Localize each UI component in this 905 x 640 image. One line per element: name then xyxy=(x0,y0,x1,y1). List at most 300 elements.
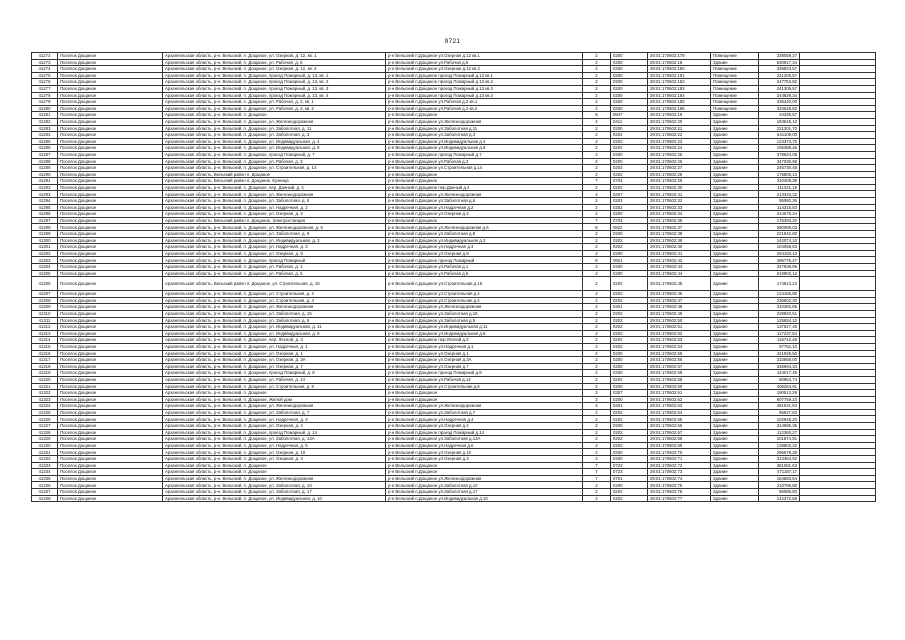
settlement-name-cell: Поселок Дощаное xyxy=(58,297,163,304)
settlement-name-cell: Поселок Дощаное xyxy=(58,264,163,271)
object-type-cell: Здание xyxy=(711,291,759,298)
table-row xyxy=(32,363,876,370)
cadastral-number-cell: 29:01:170602:53 xyxy=(648,337,711,344)
full-address-cell: Архангельская область, р-н. Вельский, п. Дощаное, ул. Индивидуальная, д. 3 xyxy=(163,237,386,244)
use-code-cell: 0200 xyxy=(611,396,648,403)
row-number-cell: 41328 xyxy=(32,429,58,436)
empty-cell xyxy=(800,79,876,86)
short-address-cell: р-н Вельский п.Дощаное ул.Заболотная д.13А xyxy=(386,436,583,443)
empty-cell xyxy=(800,72,876,79)
group-code-cell: 2 xyxy=(583,363,611,370)
empty-cell xyxy=(800,244,876,251)
full-address-cell: Архангельская область, р-н. Вельский, п. Дощаное, ул. Заболотная, д. 13А xyxy=(163,436,386,443)
object-type-cell: Здание xyxy=(711,244,759,251)
empty-cell xyxy=(800,291,876,298)
cadastral-number-cell: 29:01:170602:60 xyxy=(648,383,711,390)
table-row xyxy=(32,132,876,139)
empty-cell xyxy=(800,482,876,489)
cadastral-number-cell: 29:01:170602:20 xyxy=(648,118,711,125)
object-type-cell: Помещение xyxy=(711,99,759,106)
object-type-cell: Здание xyxy=(711,125,759,132)
empty-cell xyxy=(800,125,876,132)
table-row xyxy=(32,257,876,264)
table-row xyxy=(32,66,876,73)
cadastral-value-cell: 296678,39 xyxy=(759,449,800,456)
group-code-cell: 2 xyxy=(583,66,611,73)
row-number-cell: 41298 xyxy=(32,224,58,231)
full-address-cell: Архангельская область, р-н. Вельский, п. Дощаное, ул. Заболотная, д. 10 xyxy=(163,482,386,489)
registry-body xyxy=(32,53,876,502)
table-row xyxy=(32,191,876,198)
table-row xyxy=(32,350,876,357)
cadastral-value-cell: 335440,00 xyxy=(759,99,800,106)
object-type-cell: Здание xyxy=(711,297,759,304)
full-address-cell: Архангельская область, р-н. Вельский, п. Дощаное, ул. Озерная, д. 2 xyxy=(163,211,386,218)
settlement-name-cell: Поселок Дощаное xyxy=(58,257,163,264)
short-address-cell: р-н Вельский п.Дощаное ул.Железнодорожная д.6 xyxy=(386,224,583,231)
table-row xyxy=(32,112,876,119)
use-code-cell: 0704 xyxy=(611,178,648,185)
table-row xyxy=(32,442,876,449)
settlement-name-cell: Поселок Дощаное xyxy=(58,191,163,198)
cadastral-value-cell: 112360,27 xyxy=(759,429,800,436)
full-address-cell: Архангельская область, Вельский район п. Дощаное, Электростанция xyxy=(163,217,386,224)
short-address-cell: р-н Вельский п.Дощаное проезд Пожарный д.13 кв.4 xyxy=(386,92,583,99)
short-address-cell: р-н Вельский п.Дощаное проезд Пожарный xyxy=(386,257,583,264)
full-address-cell: Архангельская область, р-н. Вельский, п. Дощаное xyxy=(163,462,386,469)
short-address-cell: р-н Вельский п.Дощаное ул.Рабочая д.1 xyxy=(386,264,583,271)
empty-cell xyxy=(800,171,876,178)
settlement-name-cell: Поселок Дощаное xyxy=(58,99,163,106)
full-address-cell: Архангельская область, Вельский район п. Дощаное xyxy=(163,171,386,178)
group-code-cell: 2 xyxy=(583,442,611,449)
short-address-cell: р-н Вельский п.Дощаное проезд Пожарный д.14 xyxy=(386,429,583,436)
empty-cell xyxy=(800,250,876,257)
object-type-cell: Здание xyxy=(711,112,759,119)
settlement-name-cell: Поселок Дощаное xyxy=(58,357,163,364)
full-address-cell: Архангельская область, р-н. Вельский, п. Дощаное, ул. Озерная, д. 12, кв. 1 xyxy=(163,53,386,60)
cadastral-number-cell: 29:01:170602:39 xyxy=(648,237,711,244)
row-number-cell: 41332 xyxy=(32,456,58,463)
row-number-cell: 41272 xyxy=(32,53,58,60)
settlement-name-cell: Поселок Дощаное xyxy=(58,456,163,463)
group-code-cell: 4 xyxy=(583,403,611,410)
cadastral-value-cell: 339823,57 xyxy=(759,66,800,73)
empty-cell xyxy=(800,145,876,152)
cadastral-number-cell: 29:01:170602:44 xyxy=(648,270,711,277)
row-number-cell: 41330 xyxy=(32,442,58,449)
group-code-cell: 2 xyxy=(583,357,611,364)
short-address-cell: р-н Вельский п.Дощаное ул.Озерная д.1 xyxy=(386,350,583,357)
row-number-cell: 41289 xyxy=(32,165,58,172)
settlement-name-cell: Поселок Дощаное xyxy=(58,423,163,430)
short-address-cell: р-н Вельский п.Дощаное ул.Строительная д.4 xyxy=(386,297,583,304)
use-code-cell: 0202 xyxy=(611,138,648,145)
full-address-cell: Архангельская область, р-н. Вельский, п. Дощаное, ул. Рабочая, д. 6 xyxy=(163,270,386,277)
settlement-name-cell: Поселок Дощаное xyxy=(58,151,163,158)
use-code-cell: 0202 xyxy=(611,489,648,496)
cadastral-value-cell: 396775,47 xyxy=(759,257,800,264)
full-address-cell: Архангельская область, р-н. Вельский, п. Дощаное, ул. Строительная, д. 14 xyxy=(163,165,386,172)
full-address-cell: Архангельская область, р-н. Вельский, п. Дощаное, проезд Пожарный, д. 13, кв. 2 xyxy=(163,79,386,86)
cadastral-number-cell: 29:01:170602:183 xyxy=(648,85,711,92)
cadastral-value-cell: 630917,34 xyxy=(759,59,800,66)
settlement-name-cell: Поселок Дощаное xyxy=(58,171,163,178)
cadastral-value-cell: 114017,45 xyxy=(759,370,800,377)
empty-cell xyxy=(800,370,876,377)
group-code-cell: 2 xyxy=(583,270,611,277)
cadastral-value-cell: 619903,12 xyxy=(759,270,800,277)
cadastral-number-cell: 29:01:170602:29 xyxy=(648,178,711,185)
table-row xyxy=(32,304,876,311)
full-address-cell: Архангельская область, р-н. Вельский, п. Дощаное, ул. Надречная, д. 6 xyxy=(163,442,386,449)
row-number-cell: 41311 xyxy=(32,317,58,324)
cadastral-value-cell: 607759,23 xyxy=(759,396,800,403)
cadastral-value-cell: 117237,54 xyxy=(759,330,800,337)
table-row xyxy=(32,462,876,469)
group-code-cell: 2 xyxy=(583,184,611,191)
cadastral-number-cell: 29:01:170602:57 xyxy=(648,363,711,370)
object-type-cell: Помещение xyxy=(711,79,759,86)
cadastral-number-cell: 29:01:170602:40 xyxy=(648,244,711,251)
table-row xyxy=(32,482,876,489)
cadastral-value-cell: 236602,30 xyxy=(759,297,800,304)
cadastral-number-cell: 29:01:170602:18 xyxy=(648,59,711,66)
row-number-cell: 41305 xyxy=(32,270,58,277)
object-type-cell: Здание xyxy=(711,59,759,66)
table-row xyxy=(32,198,876,205)
cadastral-value-cell: 123374,75 xyxy=(759,138,800,145)
object-type-cell: Здание xyxy=(711,250,759,257)
settlement-name-cell: Поселок Дощаное xyxy=(58,343,163,350)
short-address-cell: р-н Вельский п.Дощаное ул.Железнодорожная xyxy=(386,191,583,198)
row-number-cell: 41308 xyxy=(32,297,58,304)
table-row xyxy=(32,53,876,60)
settlement-name-cell: Поселок Дощаное xyxy=(58,475,163,482)
object-type-cell: Здание xyxy=(711,416,759,423)
object-type-cell: Здание xyxy=(711,469,759,476)
group-code-cell: 2 xyxy=(583,350,611,357)
empty-cell xyxy=(800,330,876,337)
empty-cell xyxy=(800,184,876,191)
use-code-cell: 0200 xyxy=(611,53,648,60)
table-row xyxy=(32,217,876,224)
short-address-cell: р-н Вельский п.Дощаное ул.Заболотная д.3 xyxy=(386,132,583,139)
object-type-cell: Здание xyxy=(711,145,759,152)
settlement-name-cell: Поселок Дощаное xyxy=(58,125,163,132)
short-address-cell: р-н Вельский п.Дощаное ул.Озерная д.9 xyxy=(386,250,583,257)
cadastral-number-cell: 29:01:170602:59 xyxy=(648,376,711,383)
short-address-cell: р-н Вельский п.Дощаное ул.Индивидуальная д.8 xyxy=(386,145,583,152)
group-code-cell: 2 xyxy=(583,244,611,251)
object-type-cell: Здание xyxy=(711,482,759,489)
full-address-cell: Архангельская область, р-н. Вельский, п. Дощаное, ул. Озерная, д. 9 xyxy=(163,250,386,257)
use-code-cell: 0200 xyxy=(611,66,648,73)
short-address-cell: р-н Вельский п.Дощаное ул.Железнодорожная xyxy=(386,403,583,410)
table-row xyxy=(32,310,876,317)
use-code-cell: 0200 xyxy=(611,370,648,377)
object-type-cell: Здание xyxy=(711,211,759,218)
cadastral-number-cell: 29:01:170602:48 xyxy=(648,304,711,311)
short-address-cell: р-н Вельский п.Дощаное ул.Заболотная д.11 xyxy=(386,125,583,132)
cadastral-value-cell: 80864,74 xyxy=(759,376,800,383)
full-address-cell: Архангельская область, р-н. Вельский, п. Дощаное, ул. Озерная, д. 1 xyxy=(163,350,386,357)
row-number-cell: 41338 xyxy=(32,495,58,502)
cadastral-number-cell: 29:01:170602:64 xyxy=(648,409,711,416)
cadastral-value-cell: 139802,22 xyxy=(759,442,800,449)
full-address-cell: Архангельская область, р-н. Вельский, п. Дощаное, ул. Рабочая, д. 5 xyxy=(163,59,386,66)
use-code-cell: 0200 xyxy=(611,211,648,218)
cadastral-value-cell: 229820,51 xyxy=(759,310,800,317)
settlement-name-cell: Поселок Дощаное xyxy=(58,324,163,331)
use-code-cell: 0202 xyxy=(611,324,648,331)
short-address-cell: р-н Вельский п.Дощаное ул.Озерная д.2 xyxy=(386,211,583,218)
row-number-cell: 41273 xyxy=(32,59,58,66)
table-row xyxy=(32,105,876,112)
short-address-cell: р-н Вельский п.Дощаное ул.Строительная д.14 xyxy=(386,165,583,172)
cadastral-number-cell: 29:01:170602:41 xyxy=(648,250,711,257)
group-code-cell: 7 xyxy=(583,462,611,469)
cadastral-value-cell: 406264,91 xyxy=(759,383,800,390)
object-type-cell: Помещение xyxy=(711,105,759,112)
table-row xyxy=(32,92,876,99)
cadastral-value-cell: 104068,83 xyxy=(759,244,800,251)
short-address-cell: р-н Вельский п.Дощаное ул.Озерная д.7 xyxy=(386,363,583,370)
object-type-cell: Здание xyxy=(711,429,759,436)
cadastral-number-cell: 29:01:170602:66 xyxy=(648,423,711,430)
group-code-cell: 2 xyxy=(583,297,611,304)
table-row xyxy=(32,324,876,331)
short-address-cell: р-н Вельский п.Дощаное ул.Заболотная д.10 xyxy=(386,482,583,489)
cadastral-number-cell: 29:01:170602:21 xyxy=(648,125,711,132)
cadastral-number-cell: 29:01:170602:76 xyxy=(648,489,711,496)
full-address-cell: Архангельская область, р-н. Вельский, п. Дощаное, ул. Железнодорожная xyxy=(163,475,386,482)
object-type-cell: Здание xyxy=(711,198,759,205)
row-number-cell: 41326 xyxy=(32,416,58,423)
group-code-cell: 7 xyxy=(583,475,611,482)
full-address-cell: Архангельская область, р-н. Вельский, п. Дощаное, ул. Строительная, д. 8 xyxy=(163,383,386,390)
table-row xyxy=(32,337,876,344)
empty-cell xyxy=(800,383,876,390)
cadastral-number-cell: 29:01:170602:45 xyxy=(648,277,711,291)
row-number-cell: 41297 xyxy=(32,217,58,224)
row-number-cell: 41280 xyxy=(32,105,58,112)
use-code-cell: 0200 xyxy=(611,449,648,456)
table-row xyxy=(32,277,876,291)
cadastral-value-cell: 421925,50 xyxy=(759,350,800,357)
full-address-cell: Архангельская область, р-н. Вельский, п. Дощаное, ул. Железнодорожная xyxy=(163,118,386,125)
settlement-name-cell: Поселок Дощаное xyxy=(58,85,163,92)
cadastral-number-cell: 29:01:170602:46 xyxy=(648,291,711,298)
row-number-cell: 41292 xyxy=(32,184,58,191)
short-address-cell: р-н Вельский п.Дощаное ул.Заболотная д.17 xyxy=(386,489,583,496)
settlement-name-cell: Поселок Дощаное xyxy=(58,231,163,238)
row-number-cell: 41307 xyxy=(32,291,58,298)
short-address-cell: р-н Вельский п.Дощаное проезд Пожарный д.7 xyxy=(386,151,583,158)
full-address-cell: Архангельская область, р-н. Вельский, п. Дощаное, ул. Озерная, д. 7 xyxy=(163,363,386,370)
full-address-cell: Архангельская область, р-н. Вельский, п. Дощаное, ул. Индивидуальная, д. 4 xyxy=(163,138,386,145)
group-code-cell: 2 xyxy=(583,383,611,390)
row-number-cell: 41304 xyxy=(32,264,58,271)
full-address-cell: Архангельская область, р-н. Вельский, п. Дощаное, ул. Индивидуальная, д. 10 xyxy=(163,495,386,502)
cadastral-number-cell: 29:01:170602:63 xyxy=(648,403,711,410)
object-type-cell: Здание xyxy=(711,224,759,231)
full-address-cell: Архангельская область, р-н. Вельский, п. Дощаное, проезд Пожарный, д. 7 xyxy=(163,151,386,158)
object-type-cell: Здание xyxy=(711,171,759,178)
use-code-cell: 0200 xyxy=(611,99,648,106)
object-type-cell: Здание xyxy=(711,257,759,264)
short-address-cell: р-н Вельский п.Дощаное ул.Железнодорожная xyxy=(386,304,583,311)
cadastral-value-cell: 244829,34 xyxy=(759,92,800,99)
object-type-cell: Помещение xyxy=(711,92,759,99)
object-type-cell: Здание xyxy=(711,337,759,344)
group-code-cell: 8 xyxy=(583,224,611,231)
row-number-cell: 41315 xyxy=(32,343,58,350)
use-code-cell: 0202 xyxy=(611,184,648,191)
use-code-cell: 0200 xyxy=(611,72,648,79)
full-address-cell: Архангельская область, р-н. Вельский, п. Дощаное, проезд Пожарный, д. 13, кв. 4 xyxy=(163,92,386,99)
cadastral-number-cell: 29:01:170602:23 xyxy=(648,138,711,145)
use-code-cell: 0200 xyxy=(611,250,648,257)
cadastral-value-cell: 34335,57 xyxy=(759,112,800,119)
settlement-name-cell: Поселок Дощаное xyxy=(58,403,163,410)
cadastral-number-cell: 29:01:170602:50 xyxy=(648,317,711,324)
full-address-cell: Архангельская область, р-н. Вельский, п. Дощаное, пер. Данный, д. 4 xyxy=(163,184,386,191)
cadastral-number-cell: 29:01:170602:51 xyxy=(648,324,711,331)
row-number-cell: 41288 xyxy=(32,158,58,165)
empty-cell xyxy=(800,85,876,92)
use-code-cell: 0407 xyxy=(611,191,648,198)
empty-cell xyxy=(800,270,876,277)
object-type-cell: Здание xyxy=(711,350,759,357)
short-address-cell: р-н Вельский п.Дощаное ул.Озерная д.10 xyxy=(386,449,583,456)
table-row xyxy=(32,184,876,191)
cadastral-number-cell: 29:01:170602:75 xyxy=(648,482,711,489)
use-code-cell: 0847 xyxy=(611,112,648,119)
group-code-cell: 2 xyxy=(583,482,611,489)
settlement-name-cell: Поселок Дощаное xyxy=(58,436,163,443)
cadastral-value-cell: 347939,96 xyxy=(759,264,800,271)
use-code-cell: 0202 xyxy=(611,132,648,139)
group-code-cell: 2 xyxy=(583,416,611,423)
object-type-cell: Здание xyxy=(711,324,759,331)
short-address-cell: р-н Вельский п.Дощаное проезд Пожарный д.8 xyxy=(386,370,583,377)
cadastral-value-cell: 111331,18 xyxy=(759,184,800,191)
use-code-cell: 0202 xyxy=(611,297,648,304)
use-code-cell: 0822 xyxy=(611,224,648,231)
object-type-cell: Здание xyxy=(711,237,759,244)
group-code-cell: 2 xyxy=(583,456,611,463)
object-type-cell: Помещение xyxy=(711,85,759,92)
object-type-cell: Здание xyxy=(711,475,759,482)
row-number-cell: 41322 xyxy=(32,390,58,397)
full-address-cell: Архангельская область, р-н. Вельский, п. Дощаное, ул. Рабочая, д. 1 xyxy=(163,264,386,271)
table-row xyxy=(32,383,876,390)
full-address-cell: Архангельская область, р-н. Вельский, п. Дощаное, ул. Строительная, д. 4 xyxy=(163,297,386,304)
table-row xyxy=(32,211,876,218)
use-code-cell: 0200 xyxy=(611,231,648,238)
use-code-cell: 0202 xyxy=(611,429,648,436)
table-row xyxy=(32,151,876,158)
settlement-name-cell: Поселок Дощаное xyxy=(58,211,163,218)
cadastral-number-cell: 29:01:170602:19 xyxy=(648,112,711,119)
cadastral-number-cell: 29:01:170602:27 xyxy=(648,165,711,172)
group-code-cell: 2 xyxy=(583,158,611,165)
cadastral-number-cell: 29:01:170602:28 xyxy=(648,171,711,178)
cadastral-number-cell: 29:01:170602:182 xyxy=(648,79,711,86)
use-code-cell: 0202 xyxy=(611,291,648,298)
table-row xyxy=(32,370,876,377)
short-address-cell: р-н Вельский п.Дощаное xyxy=(386,396,583,403)
group-code-cell: 2 xyxy=(583,317,611,324)
group-code-cell: 2 xyxy=(583,145,611,152)
object-type-cell: Здание xyxy=(711,370,759,377)
group-code-cell: 2 xyxy=(583,330,611,337)
table-row xyxy=(32,178,876,185)
cadastral-value-cell: 125654,10 xyxy=(759,317,800,324)
cadastral-number-cell: 29:01:170602:73 xyxy=(648,469,711,476)
short-address-cell: р-н Вельский п.Дощаное xyxy=(386,462,583,469)
settlement-name-cell: Поселок Дощаное xyxy=(58,495,163,502)
table-row xyxy=(32,165,876,172)
cadastral-number-cell: 29:01:170602:70 xyxy=(648,449,711,456)
settlement-name-cell: Поселок Дощаное xyxy=(58,429,163,436)
settlement-name-cell: Поселок Дощаное xyxy=(58,376,163,383)
empty-cell xyxy=(800,423,876,430)
empty-cell xyxy=(800,489,876,496)
empty-cell xyxy=(800,416,876,423)
group-code-cell: 2 xyxy=(583,72,611,79)
full-address-cell: Архангельская область, р-н. Вельский, п. Дощаное, ул. Рабочая, д. 2, кв. 1 xyxy=(163,99,386,106)
row-number-cell: 41323 xyxy=(32,396,58,403)
use-code-cell: 0202 xyxy=(611,244,648,251)
empty-cell xyxy=(800,151,876,158)
cadastral-number-cell: 29:01:170602:77 xyxy=(648,495,711,502)
row-number-cell: 41302 xyxy=(32,250,58,257)
empty-cell xyxy=(800,350,876,357)
table-row xyxy=(32,330,876,337)
empty-cell xyxy=(800,99,876,106)
group-code-cell: 2 xyxy=(583,310,611,317)
object-type-cell: Здание xyxy=(711,383,759,390)
use-code-cell: 0202 xyxy=(611,171,648,178)
use-code-cell: 0200 xyxy=(611,92,648,99)
empty-cell xyxy=(800,317,876,324)
group-code-cell: 7 xyxy=(583,469,611,476)
full-address-cell: Архангельская область, р-н. Вельский, п. Дощаное, ул. Железнодорожная, д. 6 xyxy=(163,224,386,231)
object-type-cell: Здание xyxy=(711,462,759,469)
group-code-cell: 2 xyxy=(583,324,611,331)
empty-cell xyxy=(800,204,876,211)
empty-cell xyxy=(800,449,876,456)
use-code-cell: 0202 xyxy=(611,198,648,205)
full-address-cell: Архангельская область, р-н. Вельский, п. Дощаное, ул. Индивидуальная, д. 6 xyxy=(163,330,386,337)
full-address-cell: Архангельская область, р-н. Вельский, п. Дощаное, проезд Пожарный xyxy=(163,257,386,264)
use-code-cell: 0202 xyxy=(611,330,648,337)
settlement-name-cell: Поселок Дощаное xyxy=(58,198,163,205)
cadastral-number-cell: 29:01:170602:36 xyxy=(648,217,711,224)
use-code-cell: 0200 xyxy=(611,79,648,86)
table-row xyxy=(32,429,876,436)
registry-table xyxy=(31,52,876,502)
short-address-cell: р-н Вельский п.Дощаное ул.Заболотная д.6 xyxy=(386,198,583,205)
object-type-cell: Здание xyxy=(711,165,759,172)
cadastral-value-cell: 176393,20 xyxy=(759,217,800,224)
cadastral-value-cell: 379624,08 xyxy=(759,151,800,158)
full-address-cell: Архангельская область, р-н. Вельский, п. Дощаное, ул. Озерная, д. 3А xyxy=(163,357,386,364)
settlement-name-cell: Поселок Дощаное xyxy=(58,138,163,145)
row-number-cell: 41329 xyxy=(32,436,58,443)
